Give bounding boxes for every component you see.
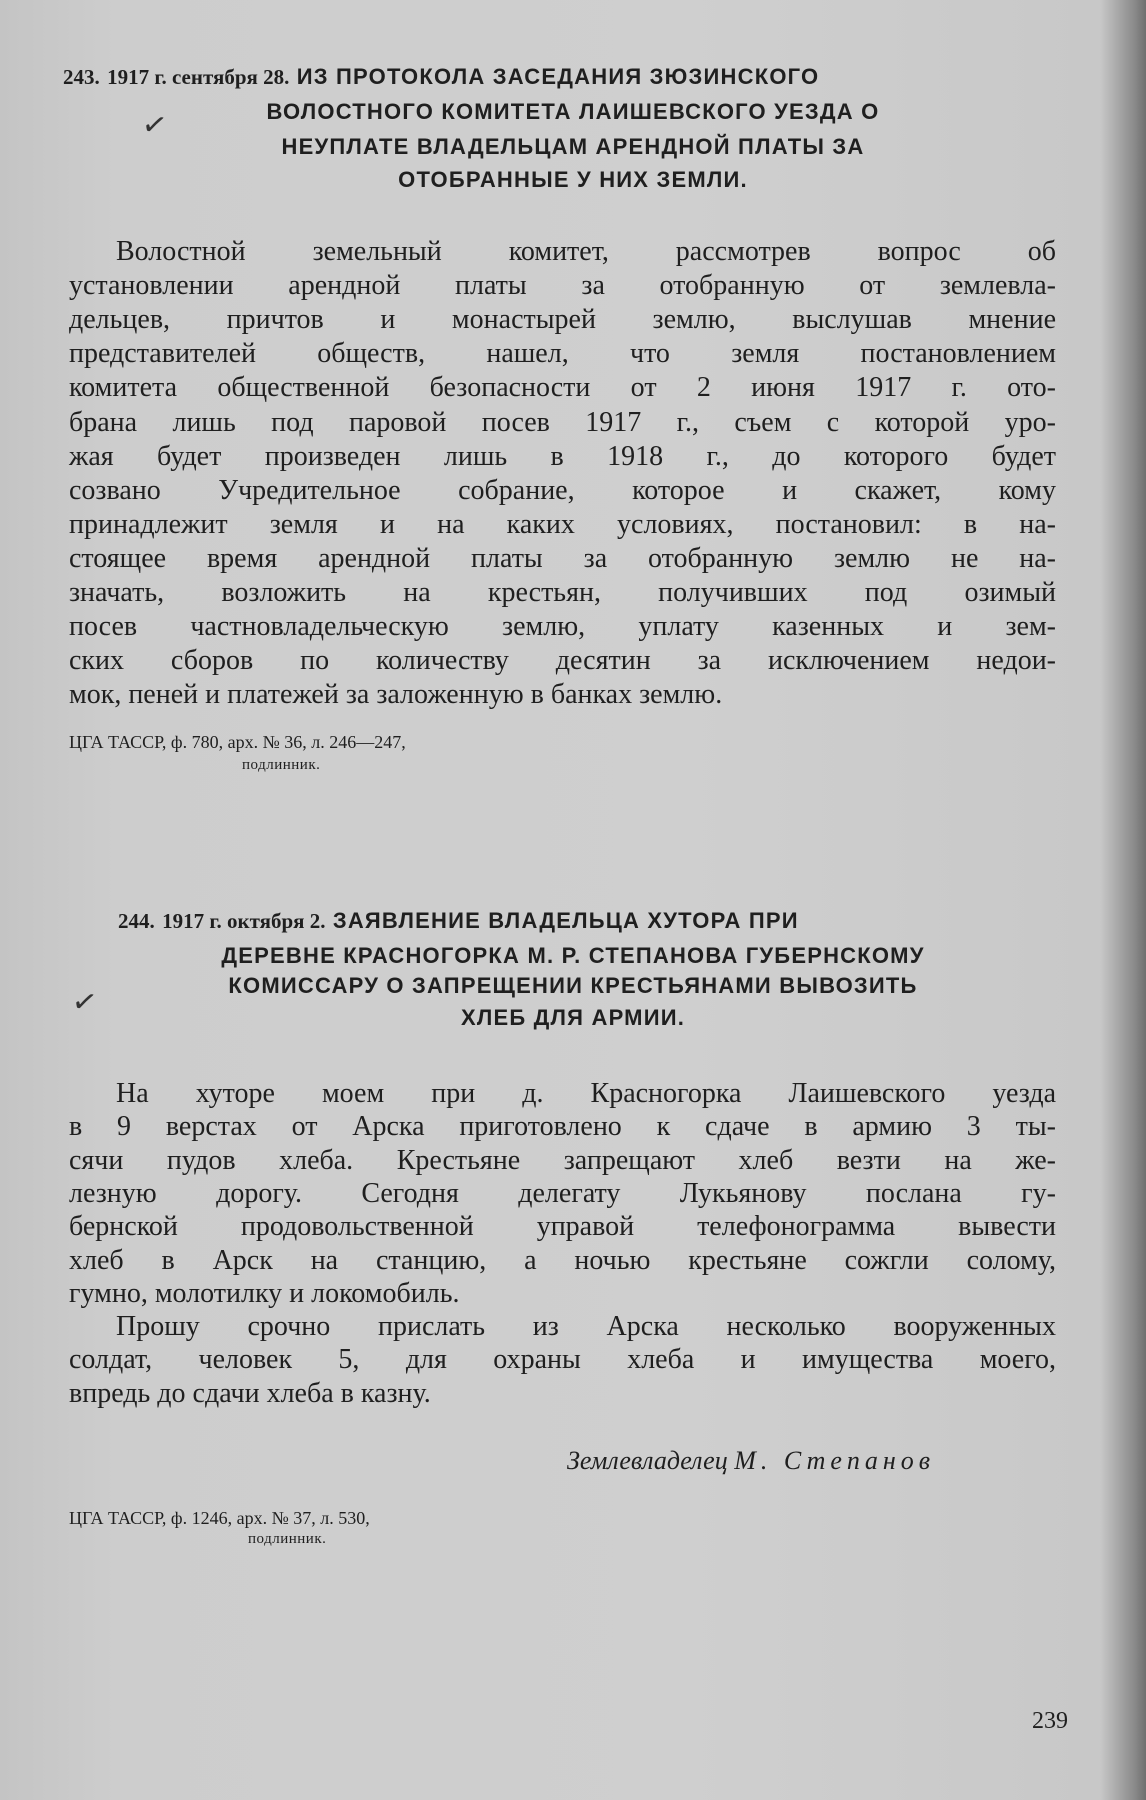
body-line: созвано Учредительное собрание, которое и скажет, кому: [69, 474, 1056, 506]
body-line: солдат, человек 5, для охраны хлеба и имущества моего,: [69, 1344, 1056, 1376]
body-line: стоящее время арендной платы за отобранную землю не на-: [69, 542, 1056, 574]
body-line: брана лишь под паровой посев 1917 г., съем с которой уро-: [69, 406, 1056, 438]
checkmark-icon: ✓: [139, 107, 170, 144]
doc243-heading-line: ОТОБРАННЫЕ У НИХ ЗЕМЛИ.: [398, 167, 748, 192]
body-line: Волостной земельный комитет, рассмотрев вопрос об: [116, 236, 1056, 267]
page-number: 239: [1032, 1708, 1068, 1734]
doc243-heading-line-1: [63, 64, 819, 90]
body-line: комитета общественной безопасности от 2 июня 1917 г. ото-: [69, 372, 1056, 404]
doc244-number: 244.: [118, 909, 155, 933]
signature-name: М. Степанов: [734, 1446, 936, 1475]
doc244-heading-line: ХЛЕБ ДЛЯ АРМИИ.: [460, 1005, 686, 1030]
doc244-heading-line: КОМИССАРУ О ЗАПРЕЩЕНИИ КРЕСТЬЯНАМИ ВЫВОЗИТЬ: [228, 973, 918, 998]
doc244-heading-line: ДЕРЕВНЕ КРАСНОГОРКА М. Р. СТЕПАНОВА ГУБЕРНСКОМУ: [221, 943, 925, 968]
doc244-source-note: подлинник.: [248, 1531, 327, 1547]
doc244-heading-line-1: [118, 908, 799, 934]
body-line: принадлежит земля и на каких условиях, постановил: в на-: [69, 508, 1056, 540]
doc243-number: 243.: [63, 65, 100, 89]
body-line: жая будет произведен лишь в 1918 г., до которого будет: [69, 440, 1056, 472]
body-line: дельцев, причтов и монастырей землю, выслушав мнение: [69, 304, 1056, 336]
body-line: впредь до сдачи хлеба в казну.: [69, 1377, 431, 1409]
body-line: значать, возложить на крестьян, получивших под озимый: [69, 577, 1056, 608]
signature: [567, 1446, 935, 1476]
body-line: мок, пеней и платежей за заложенную в банках землю.: [69, 679, 723, 711]
doc243-title: ИЗ ПРОТОКОЛА ЗАСЕДАНИЯ ЗЮЗИНСКОГО: [296, 64, 820, 89]
doc243-source: ЦГА ТАССР, ф. 780, арх. № 36, л. 246—247,: [69, 732, 406, 752]
doc243-date: 1917 г. сентября 28.: [107, 65, 290, 89]
body-line: установлении арендной платы за отобранную от землевла-: [69, 270, 1056, 302]
body-line: Прошу срочно прислать из Арска несколько вооруженных: [116, 1311, 1056, 1343]
body-line: сячи пудов хлеба. Крестьяне запрещают хлеб везти на же-: [69, 1144, 1056, 1176]
doc243-source-note: подлинник.: [242, 757, 321, 773]
body-line: посев частновладельческую землю, уплату казенных и зем-: [69, 611, 1056, 643]
body-line: гумно, молотилку и локомобиль.: [69, 1277, 460, 1309]
doc244-date: 1917 г. октября 2.: [162, 909, 326, 933]
doc244-source: ЦГА ТАССР, ф. 1246, арх. № 37, л. 530,: [69, 1508, 370, 1528]
body-line: хлеб в Арск на станцию, а ночью крестьяне сожгли солому,: [69, 1244, 1056, 1276]
doc244-title: ЗАЯВЛЕНИЕ ВЛАДЕЛЬЦА ХУТОРА ПРИ: [332, 908, 799, 933]
doc243-heading-line: НЕУПЛАТЕ ВЛАДЕЛЬЦАМ АРЕНДНОЙ ПЛАТЫ ЗА: [281, 134, 865, 159]
body-line: в 9 верстах от Арска приготовлено к сдаче в армию 3 ты-: [69, 1111, 1056, 1143]
body-line: ских сборов по количеству десятин за исключением недои-: [69, 645, 1056, 677]
checkmark-icon: ✓: [69, 984, 100, 1021]
signature-role: Землевладелец: [567, 1446, 728, 1475]
body-line: лезную дорогу. Сегодня делегату Лукьянову послана гу-: [69, 1177, 1056, 1209]
body-line: На хуторе моем при д. Красногорка Лаишевского уезда: [116, 1078, 1056, 1109]
body-line: представителей обществ, нашел, что земля постановлением: [69, 338, 1056, 370]
doc243-heading-line: ВОЛОСТНОГО КОМИТЕТА ЛАИШЕВСКОГО УЕЗДА О: [266, 99, 880, 124]
body-line: бернской продовольственной управой телефонограмма вывести: [69, 1211, 1056, 1243]
